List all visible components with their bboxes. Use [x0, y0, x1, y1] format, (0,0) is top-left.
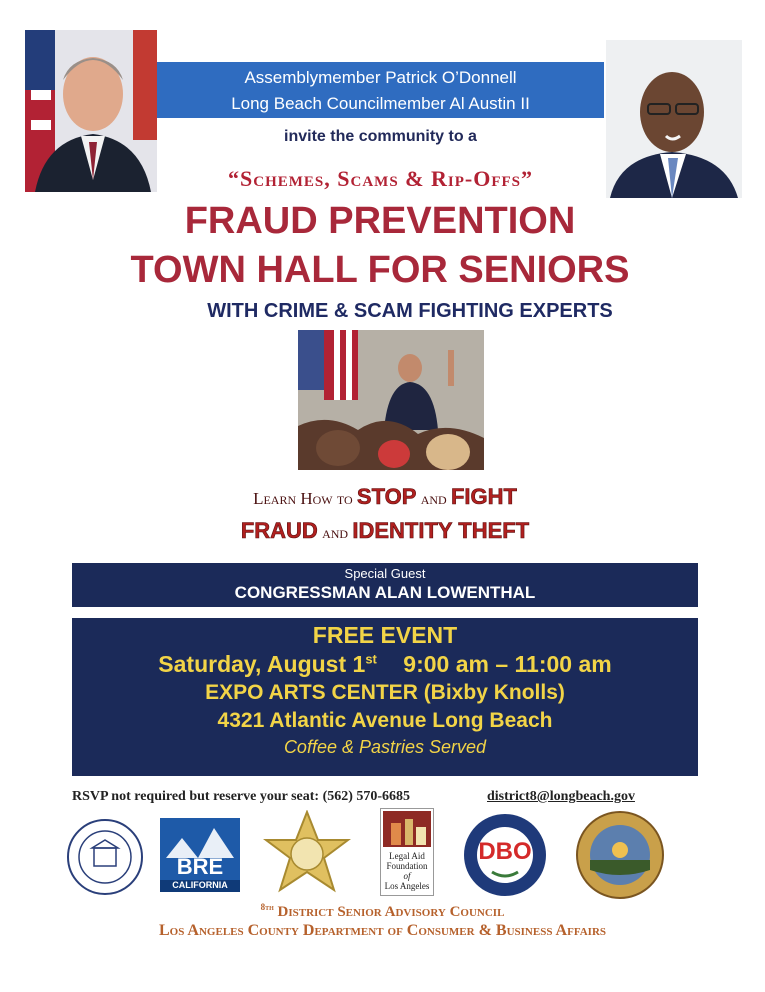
town-hall-photo — [298, 330, 484, 470]
title-line-1: FRAUD PREVENTION — [184, 200, 576, 242]
austin-photo — [606, 40, 742, 198]
learn-fraud: FRAUD — [240, 518, 318, 543]
event-venue: EXPO ARTS CENTER (Bixby Knolls) — [205, 681, 565, 704]
event-date-sup: st — [365, 651, 377, 667]
legal-aid-line-1: Legal Aid — [389, 851, 425, 861]
title-line-2: TOWN HALL FOR SENIORS — [130, 249, 630, 291]
hosts-banner — [157, 62, 604, 118]
legal-aid-logo — [380, 808, 434, 896]
rsvp-text: RSVP not required but reserve your seat: (562) 570-6685 — [72, 789, 411, 804]
learn-and-1: and — [416, 489, 451, 508]
learn-pre: Learn How to — [253, 489, 357, 508]
event-address: 4321 Atlantic Avenue Long Beach — [217, 709, 553, 732]
learn-fight: FIGHT — [450, 484, 517, 509]
learn-line-1 — [100, 484, 670, 510]
guest-label: Special Guest — [344, 566, 426, 581]
dbo-seal-logo — [462, 812, 548, 898]
footer-line-1 — [40, 902, 725, 921]
learn-identity: IDENTITY THEFT — [352, 518, 530, 543]
state-bar-seal-logo — [66, 818, 144, 896]
schemes-title: “Schemes, Scams & Rip-Offs” — [228, 166, 533, 191]
legal-aid-line-2: Foundation — [386, 861, 428, 871]
learn-stop: STOP — [356, 484, 417, 509]
event-date-time — [72, 651, 698, 678]
bre-subtext: CALIFORNIA — [172, 880, 228, 890]
invite-text: invite the community to a — [284, 128, 477, 145]
subtitle: WITH CRIME & SCAM FIGHTING EXPERTS — [207, 300, 613, 322]
legal-aid-line-4: Los Angeles — [384, 881, 430, 891]
odonnell-photo — [25, 30, 157, 192]
dbo-text: DBO — [478, 838, 532, 865]
bre-text: BRE — [176, 854, 224, 879]
event-refreshments: Coffee & Pastries Served — [283, 737, 487, 757]
learn-and-2: and — [317, 523, 353, 542]
special-guest-banner — [72, 563, 698, 607]
legal-aid-line-3: of — [403, 871, 411, 881]
footer-council: District Senior Advisory Council — [273, 904, 505, 920]
event-time: 9:00 am – 11:00 am — [403, 651, 612, 677]
footer-line-2: Los Angeles County Department of Consumer & Business Affairs — [158, 922, 607, 939]
event-date: Saturday, August 1 — [158, 651, 366, 677]
rsvp-email-link[interactable]: district8@longbeach.gov — [487, 789, 635, 804]
event-details-box — [72, 618, 698, 776]
host-line-2: Long Beach Councilmember Al Austin II — [231, 94, 530, 113]
guest-name: CONGRESSMAN ALAN LOWENTHAL — [234, 583, 536, 602]
learn-line-2 — [100, 518, 670, 544]
long-beach-seal-logo — [575, 810, 665, 900]
host-line-1: Assemblymember Patrick O’Donnell — [244, 68, 517, 87]
bre-logo — [160, 818, 240, 892]
footer-sup: 8th — [260, 902, 274, 912]
free-event: FREE EVENT — [312, 622, 458, 648]
sheriff-badge-logo — [262, 810, 352, 898]
